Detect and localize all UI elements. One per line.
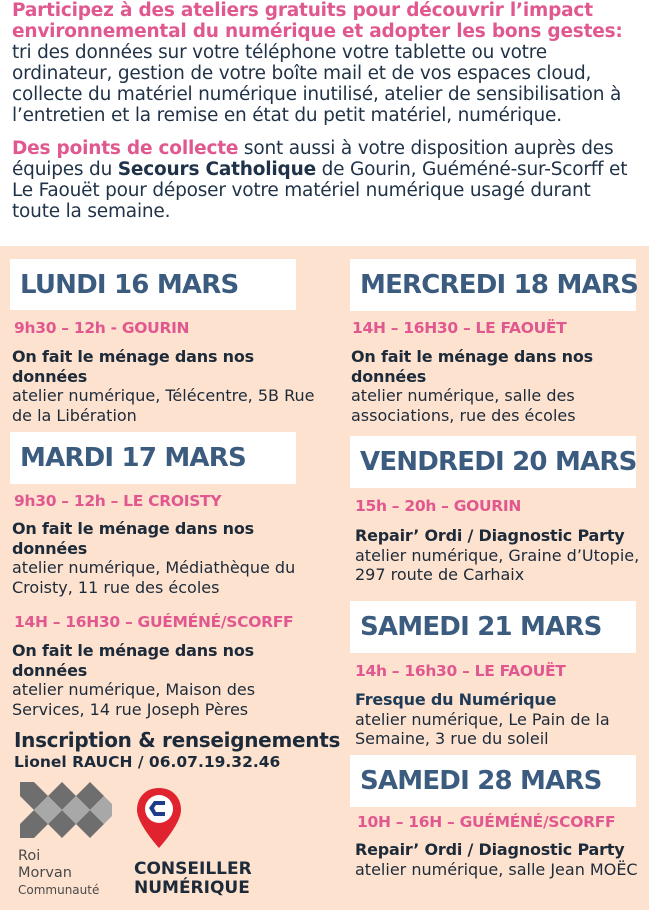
event-title: On fait le ménage dans nos données [12,519,254,558]
secours-catholique: Secours Catholique [117,159,316,180]
day-title-mardi: MARDI 17 MARS [10,432,296,484]
conseiller-line: CONSEILLER [134,859,252,879]
event-samedi-21 [355,690,647,749]
event-title: Fresque du Numérique [355,690,557,709]
conseiller-numerique-logo [134,786,274,898]
numerique-line: NUMÉRIQUE [134,878,250,898]
day-title-samedi-21: SAMEDI 21 MARS [350,601,636,653]
event-mardi-1 [12,519,332,597]
event-mercredi [351,347,647,425]
collecte-highlight: Des points de collecte [12,138,239,159]
intro-text: tri des données sur votre téléphone votre tablette ou votre ordinateur, gestion de votre boîte mail et de vos espaces cloud, collecte du matériel numérique inutilisé, atelier de sensibilisation à l’entretien et la remise en état du petit matériel, numérique. [12,42,622,126]
event-desc: atelier numérique, Le Pain de la Semaine, 3 rue du soleil [355,709,610,748]
roi-morvan-logo [18,780,118,899]
day-title-lundi: LUNDI 16 MARS [10,259,296,310]
event-title: Repair’ Ordi / Diagnostic Party [355,840,625,859]
event-desc: atelier numérique, Graine d’Utopie, 297 route de Carhaix [355,545,640,584]
day-title-samedi-28: SAMEDI 28 MARS [350,755,636,807]
roi-morvan-mark-icon [18,780,114,840]
day-title-mercredi: MERCREDI 18 MARS [350,259,636,311]
intro-paragraph [12,0,637,126]
roi-morvan-text [18,848,118,899]
conseiller-numerique-text [134,860,274,898]
collecte-paragraph [12,138,637,222]
roi-line: Roi [18,848,41,864]
intro-highlight: Participez à des ateliers gratuits pour découvrir l’impact environnemental du numérique et adopter les bons gestes: [12,0,623,42]
time-mardi-1: 9h30 – 12h – LE CROISTY [14,492,222,510]
event-desc: atelier numérique, Maison des Services, 14 rue Joseph Pères [12,680,256,719]
event-title: On fait le ménage dans nos données [12,641,254,680]
collecte-text-a: sont aussi à votre disposition auprès des équipes du [12,138,614,180]
morvan-line: Morvan [18,865,72,881]
time-mercredi: 14H – 16H30 – LE FAOUËT [352,319,567,337]
collecte-text-b: de Gourin, Guéméné-sur-Scorff et Le Faouët pour déposer votre matériel numérique usagé durant toute la semaine. [12,159,628,222]
event-samedi-28 [355,840,647,879]
time-samedi-28: 10H – 16H – GUÉMÉNÉ/SCORFF [357,813,616,831]
inscription-heading: Inscription & renseignements [14,728,341,752]
event-vendredi [355,526,647,585]
event-desc: atelier numérique, Télécentre, 5B Rue de la Libération [12,386,315,425]
time-mardi-2: 14H – 16H30 – GUÉMÉNÉ/SCORFF [14,613,294,631]
event-title: On fait le ménage dans nos données [351,347,593,386]
intro-section [0,0,649,246]
event-desc: atelier numérique, Médiathèque du Croisty, 11 rue des écoles [12,558,296,597]
event-lundi [12,347,332,425]
event-title: Repair’ Ordi / Diagnostic Party [355,526,625,545]
inscription-block [14,728,340,771]
day-title-vendredi: VENDREDI 20 MARS [350,436,636,488]
event-title: On fait le ménage dans nos données [12,347,254,386]
time-samedi-21: 14h – 16h30 – LE FAOUËT [355,662,566,680]
time-lundi: 9h30 – 12h - GOURIN [14,319,190,337]
event-desc: atelier numérique, salle Jean MOËC [355,859,638,879]
map-pin-icon [134,786,184,850]
communaute-line: Communauté [18,883,100,897]
event-mardi-2 [12,641,332,719]
time-vendredi: 15h – 20h – GOURIN [355,497,522,515]
inscription-contact: Lionel RAUCH / 06.07.19.32.46 [14,753,281,771]
event-desc: atelier numérique, salle des associations, rue des écoles [351,386,576,425]
